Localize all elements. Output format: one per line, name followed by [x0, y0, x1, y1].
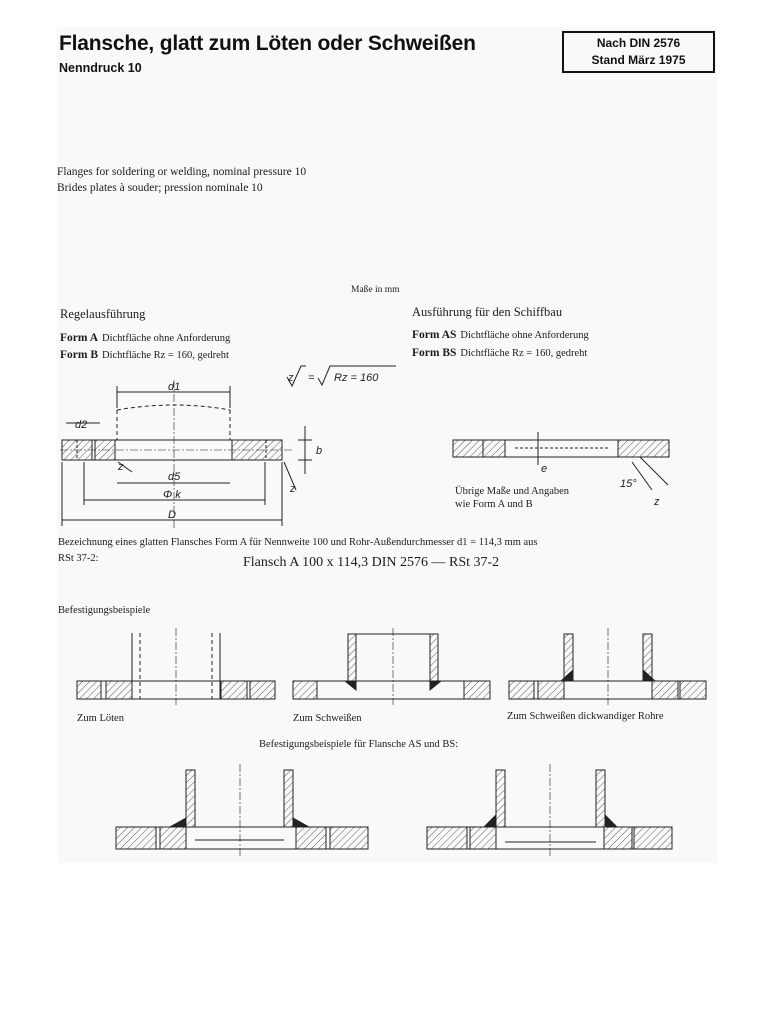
mounting-example-thick-wall	[509, 628, 706, 705]
mounting-example-soldering	[77, 628, 275, 705]
dim-z-right: z	[290, 483, 296, 495]
caption-thick-wall: Zum Schweißen dickwandiger Rohre	[507, 711, 664, 722]
surface-symbol-equals: =	[308, 372, 315, 384]
units-note: Maße in mm	[351, 285, 400, 295]
dim-thickness-b: b	[316, 445, 323, 457]
ship-dim-e: e	[541, 463, 548, 475]
form-a-label: Form A	[60, 332, 99, 344]
designation-line2: RSt 37-2:	[58, 553, 99, 564]
caption-soldering: Zum Löten	[77, 713, 124, 724]
form-bs-text: Dichtfläche Rz = 160, gedreht	[460, 348, 588, 359]
surface-roughness-symbol	[287, 366, 396, 386]
standard-reference: Nach DIN 2576	[596, 36, 681, 50]
mounting-heading: Befestigungsbeispiele	[58, 605, 151, 616]
form-a-text: Dichtfläche ohne Anforderung	[102, 333, 231, 344]
form-bs-label: Form BS	[412, 347, 457, 359]
dim-d2: d2	[75, 419, 88, 431]
shipbuilding-heading: Ausführung für den Schiffbau	[412, 305, 563, 319]
dim-d5: d5	[168, 471, 181, 483]
ship-note-line1: Übrige Maße und Angaben	[455, 486, 570, 497]
form-b-text: Dichtfläche Rz = 160, gedreht	[102, 350, 229, 361]
surface-symbol-rz: Rz = 160	[334, 372, 379, 384]
standard-date: Stand März 1975	[591, 53, 686, 67]
designation-example: Flansch A 100 x 114,3 DIN 2576 — RSt 37-2	[243, 555, 500, 570]
form-b-label: Form B	[60, 349, 99, 361]
caption-welding: Zum Schweißen	[293, 713, 362, 724]
dim-d1: d1	[168, 381, 181, 393]
regular-heading: Regelausführung	[60, 307, 146, 321]
translation-french: Brides plates à souder; pression nominale 10	[57, 182, 263, 194]
surface-symbol-z: z	[288, 372, 294, 384]
ship-dim-z: z	[654, 496, 660, 508]
ship-angle: 15°	[620, 478, 637, 490]
page-subtitle: Nenndruck 10	[59, 61, 142, 75]
main-flange-drawing	[60, 380, 312, 528]
mounting-example-as	[116, 764, 368, 856]
mounting-example-welding	[293, 628, 490, 705]
form-as-label: Form AS	[412, 329, 457, 341]
as-bs-heading: Befestigungsbeispiele für Flansche AS und BS:	[259, 739, 459, 750]
dim-z-left: z	[118, 461, 124, 473]
page-title: Flansche, glatt zum Löten oder Schweißen	[59, 32, 476, 55]
dim-k: Φ k	[163, 489, 181, 501]
form-as-text: Dichtfläche ohne Anforderung	[460, 330, 589, 341]
designation-line1: Bezeichnung eines glatten Flansches Form A für Nennweite 100 und Rohr-Außendurchmesser d1 = 114,3 mm aus	[58, 537, 538, 548]
ship-note-line2: wie Form A und B	[455, 499, 533, 510]
mounting-example-bs	[427, 764, 672, 856]
dim-outer-diameter: D	[168, 509, 176, 521]
translation-english: Flanges for soldering or welding, nominal pressure 10	[57, 166, 307, 178]
